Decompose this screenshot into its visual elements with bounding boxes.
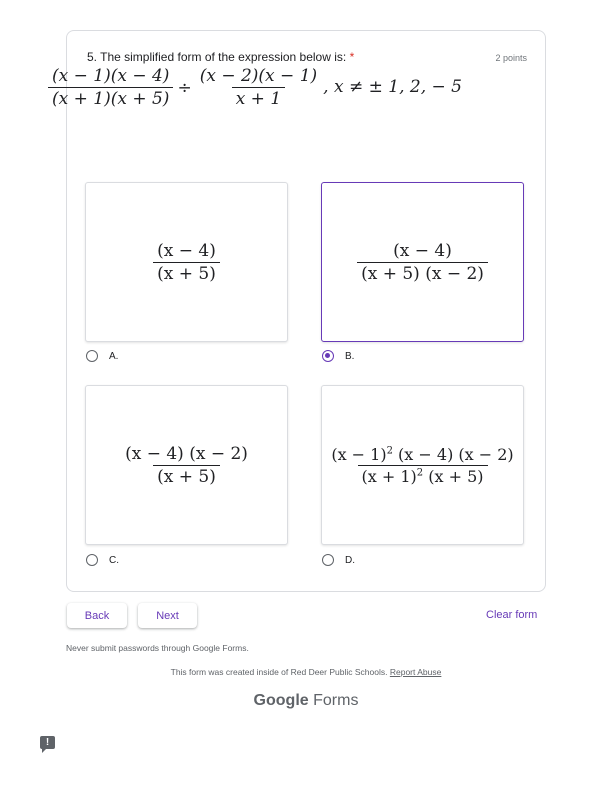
expression-condition: , x ≠ ± 1, 2, − 5	[323, 76, 462, 97]
option-c-label[interactable]: C.	[109, 555, 119, 566]
brand-google: Google	[253, 692, 309, 709]
option-a-radio[interactable]	[86, 350, 98, 362]
option-c-denominator: (x + 5)	[153, 465, 220, 487]
option-c-numerator: (x − 4) (x − 2)	[125, 443, 248, 464]
question-expression	[48, 66, 462, 109]
option-d-denominator	[358, 465, 488, 486]
option-a-denominator: (x + 5)	[153, 262, 220, 284]
report-abuse-link[interactable]: Report Abuse	[389, 667, 442, 677]
back-button[interactable]: Back	[67, 603, 127, 628]
required-mark: *	[349, 50, 355, 64]
option-d-num-exponent: 2	[386, 445, 393, 457]
option-d-den-part2: (x + 5)	[423, 466, 484, 486]
option-d-den-part1: (x + 1)	[361, 466, 417, 486]
expression-right-fraction	[196, 66, 321, 109]
option-b-denominator: (x + 5) (x − 2)	[357, 262, 488, 284]
question-text: 5. The simplified form of the expression below is:	[87, 50, 347, 64]
google-forms-logo[interactable]	[0, 692, 612, 710]
option-c-fraction	[121, 444, 252, 487]
password-warning: Never submit passwords through Google Forms.	[66, 643, 249, 653]
option-a-image[interactable]	[85, 182, 288, 342]
feedback-icon[interactable]: !	[40, 736, 55, 749]
question-title	[87, 50, 354, 64]
option-d-num-part1: (x − 1)	[331, 444, 387, 464]
left-denominator: (x + 1)(x + 5)	[48, 87, 173, 109]
brand-forms: Forms	[313, 692, 359, 709]
option-b-label[interactable]: B.	[345, 351, 355, 362]
right-numerator: (x − 2)(x − 1)	[199, 66, 318, 86]
option-d-image[interactable]	[321, 385, 524, 545]
divide-operator: ÷	[177, 77, 192, 98]
option-d-radio[interactable]	[322, 554, 334, 566]
option-d-fraction	[327, 445, 517, 486]
option-d-num-part2: (x − 4) (x − 2)	[392, 444, 514, 464]
option-a-numerator: (x − 4)	[157, 240, 216, 261]
clear-form-link[interactable]: Clear form	[486, 609, 538, 621]
right-denominator: x + 1	[232, 87, 285, 109]
option-a-label[interactable]: A.	[109, 351, 119, 362]
next-button[interactable]: Next	[138, 603, 197, 628]
option-c-radio[interactable]	[86, 554, 98, 566]
left-numerator: (x − 1)(x − 4)	[52, 66, 170, 86]
option-b-image[interactable]	[321, 182, 524, 342]
created-text: This form was created inside of Red Deer Public Schools.	[170, 667, 388, 677]
option-a-fraction	[153, 241, 220, 284]
points-label: 2 points	[495, 53, 527, 63]
option-b-numerator: (x − 4)	[393, 240, 452, 261]
option-b-radio[interactable]	[322, 350, 334, 362]
option-b-fraction	[357, 241, 488, 284]
option-d-den-exponent: 2	[416, 467, 424, 479]
option-c-image[interactable]	[85, 385, 288, 545]
created-notice	[0, 667, 612, 677]
option-d-label[interactable]: D.	[345, 555, 355, 566]
expression-left-fraction	[48, 66, 173, 109]
option-d-numerator	[327, 445, 517, 465]
